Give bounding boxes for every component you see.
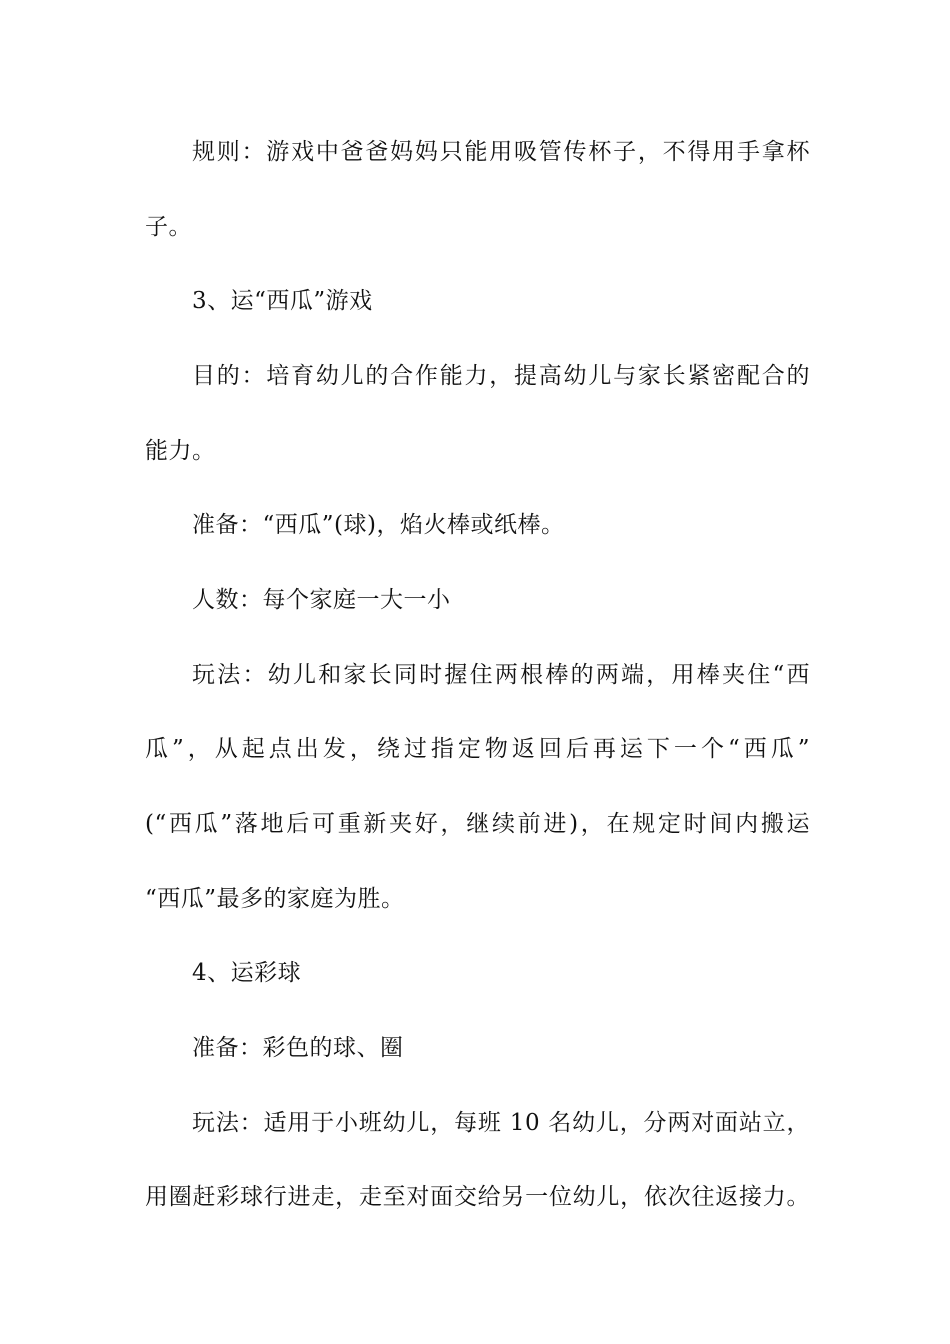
text-line-purpose-cont: 能力。 [145, 438, 216, 464]
text-line-gameplay-cont-1: 瓜”，从起点出发，绕过指定物返回后再运下一个“西瓜” [145, 736, 810, 762]
text-line-purpose: 目的：培育幼儿的合作能力，提高幼儿与家长紧密配合的 [192, 363, 810, 389]
text-line-preparation-4: 准备：彩色的球、圈 [192, 1035, 404, 1061]
section-heading-4: 4、运彩球 [192, 960, 302, 986]
text-line-participants: 人数：每个家庭一大一小 [192, 587, 451, 613]
text-line-gameplay-cont-3: “西瓜”最多的家庭为胜。 [145, 886, 405, 912]
text-line-gameplay: 玩法：幼儿和家长同时握住两根棒的两端，用棒夹住“西 [192, 662, 810, 688]
text-line-gameplay-4: 玩法：适用于小班幼儿，每班 10 名幼儿，分两对面站立， [192, 1110, 810, 1136]
section-heading-3: 3、运“西瓜”游戏 [192, 288, 373, 314]
text-line-gameplay-4-cont: 用圈赶彩球行进走，走至对面交给另一位幼儿，依次往返接力。 [145, 1184, 810, 1210]
text-line-preparation: 准备：“西瓜”(球)，焰火棒或纸棒。 [192, 512, 565, 538]
text-line-rules-cont: 子。 [145, 214, 192, 240]
text-line-rules: 规则：游戏中爸爸妈妈只能用吸管传杯子，不得用手拿杯 [192, 139, 810, 165]
text-line-gameplay-cont-2: (“西瓜”落地后可重新夹好，继续前进)，在规定时间内搬运 [145, 811, 810, 837]
